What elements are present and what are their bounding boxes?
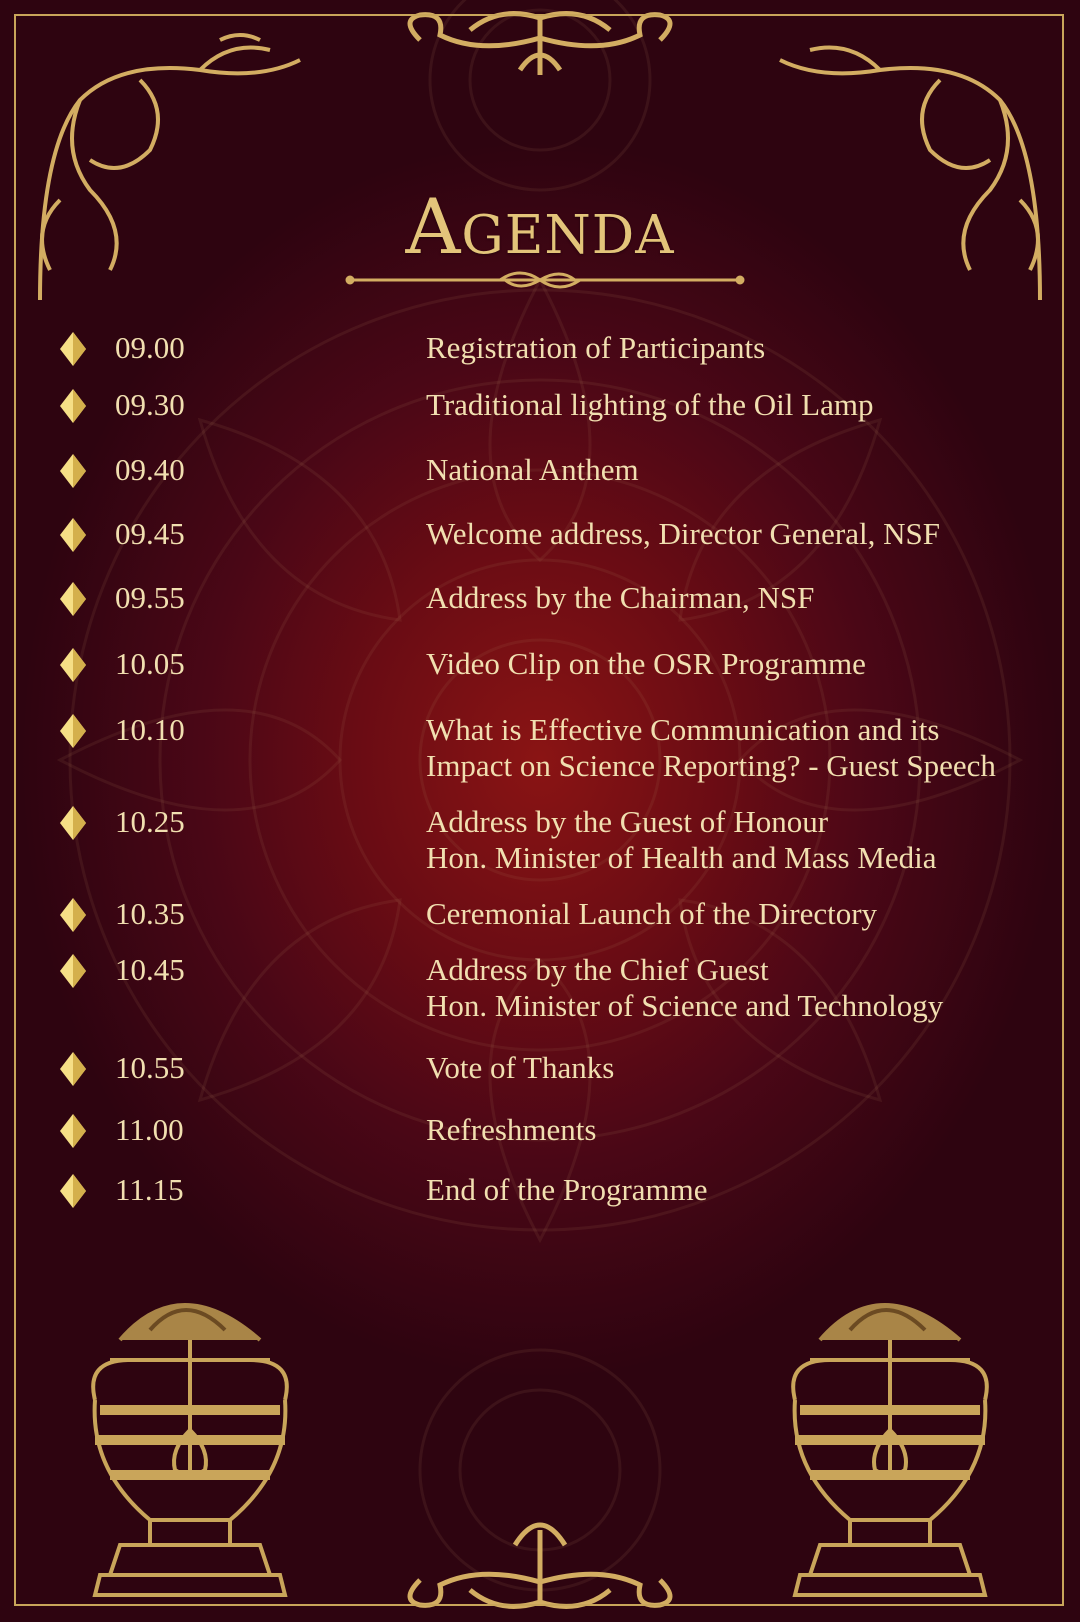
agenda-description: [426, 1050, 614, 1086]
top-scroll-ornament: [410, 14, 670, 75]
diamond-bullet-icon: [60, 389, 86, 423]
agenda-description: [426, 516, 940, 552]
agenda-description-line: End of the Programme: [426, 1172, 708, 1207]
agenda-description: [426, 952, 943, 1024]
diamond-bullet-icon: [60, 582, 86, 616]
agenda-time: 11.00: [115, 1112, 184, 1147]
agenda-description-line: Address by the Guest of Honour: [426, 804, 829, 839]
diamond-bullet-icon: [60, 1174, 86, 1208]
diamond-bullet-icon: [60, 954, 86, 988]
agenda-time: 09.40: [115, 452, 185, 487]
title-divider: [347, 273, 743, 287]
agenda-time: 09.55: [115, 580, 185, 615]
diamond-bullet-icon: [60, 648, 86, 682]
agenda-time: 10.25: [115, 804, 185, 839]
agenda-description-line: Impact on Science Reporting? - Guest Speech: [426, 748, 996, 783]
left-pot-ornament: [93, 1305, 287, 1595]
agenda-time: 10.55: [115, 1050, 185, 1085]
agenda-description: [426, 804, 937, 876]
diamond-bullet-icon: [60, 332, 86, 366]
agenda-description: [426, 580, 814, 616]
page-title: Agenda: [405, 182, 675, 271]
agenda-time: 10.35: [115, 896, 185, 931]
agenda-description-line: Traditional lighting of the Oil Lamp: [426, 387, 874, 422]
agenda-time: 11.15: [115, 1172, 184, 1207]
agenda-description-line: Hon. Minister of Health and Mass Media: [426, 840, 937, 875]
diamond-bullet-icon: [60, 806, 86, 840]
agenda-time: 09.30: [115, 387, 185, 422]
agenda-description: [426, 896, 877, 932]
diamond-bullet-icon: [60, 518, 86, 552]
agenda-time: 09.45: [115, 516, 185, 551]
diamond-bullet-icon: [60, 454, 86, 488]
right-pot-ornament: [793, 1305, 987, 1595]
agenda-description: [426, 387, 873, 423]
agenda-description-line: Address by the Chairman, NSF: [426, 580, 815, 615]
agenda-time: 10.10: [115, 712, 185, 747]
agenda-description-line: Refreshments: [426, 1112, 597, 1147]
agenda-description-line: What is Effective Communication and its: [426, 712, 940, 747]
agenda-time: 10.05: [115, 646, 185, 681]
agenda-description-line: National Anthem: [426, 452, 639, 487]
agenda-description-line: Video Clip on the OSR Programme: [426, 646, 866, 681]
agenda-description-line: Welcome address, Director General, NSF: [426, 516, 940, 551]
diamond-bullet-icon: [60, 898, 86, 932]
agenda-description-line: Address by the Chief Guest: [426, 952, 769, 987]
diamond-bullet-icon: [60, 714, 86, 748]
agenda-description-line: Vote of Thanks: [426, 1050, 615, 1085]
agenda-description-line: Registration of Participants: [426, 330, 766, 365]
agenda-description-line: Ceremonial Launch of the Directory: [426, 896, 878, 931]
agenda-description: [426, 712, 996, 784]
agenda-description: [426, 646, 866, 682]
agenda-time: 10.45: [115, 952, 185, 987]
agenda-description: [426, 330, 765, 366]
diamond-bullet-icon: [60, 1052, 86, 1086]
agenda-time: 09.00: [115, 330, 185, 365]
agenda-description: [426, 452, 639, 488]
diamond-bullet-icon: [60, 1114, 86, 1148]
agenda-description: [426, 1112, 596, 1148]
agenda-description: [426, 1172, 708, 1208]
agenda-description-line: Hon. Minister of Science and Technology: [426, 988, 944, 1023]
bottom-scroll-ornament: [410, 1525, 670, 1606]
